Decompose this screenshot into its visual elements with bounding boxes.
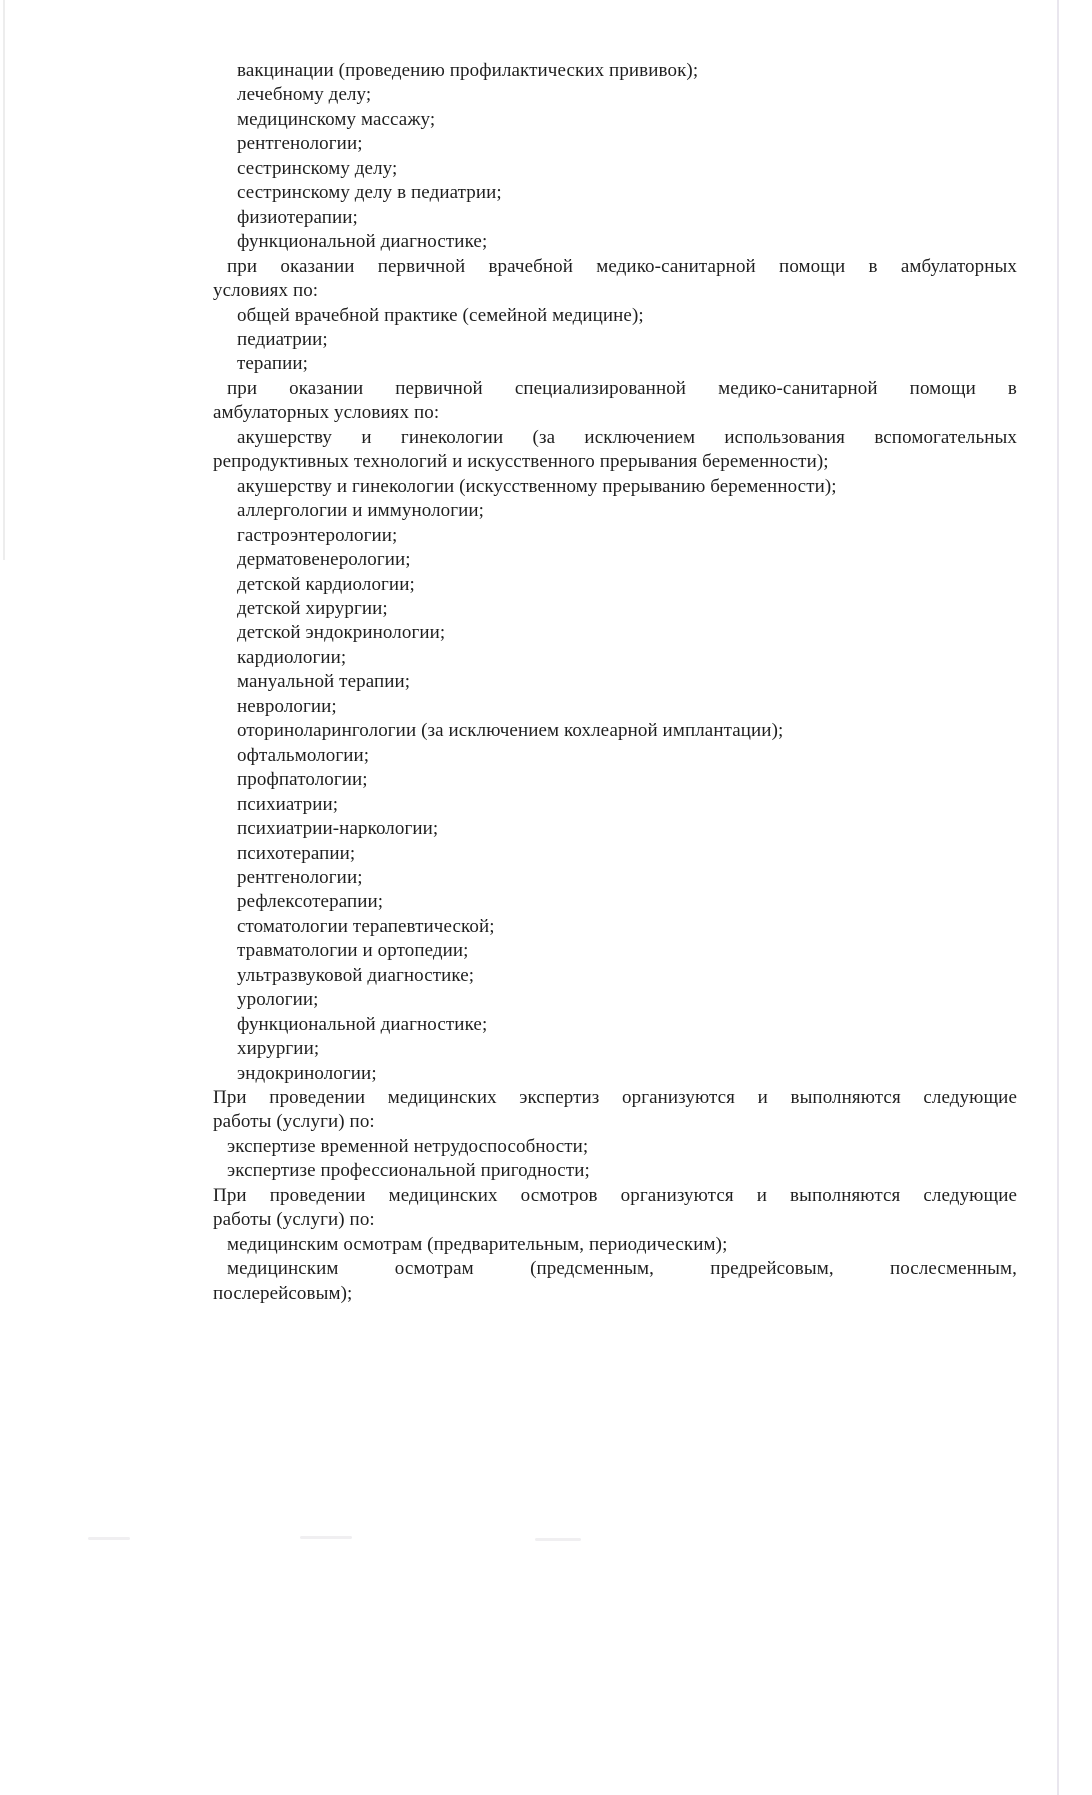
- text-line: репродуктивных технологий и искусственного прерывания беременности);: [213, 451, 829, 473]
- text-line: акушерству и гинекологии (за исключением использования вспомогательных: [237, 426, 1017, 448]
- text-line: физиотерапии;: [237, 206, 358, 228]
- text-line: сестринскому делу в педиатрии;: [237, 182, 502, 204]
- text-line: При проведении медицинских экспертиз организуются и выполняются следующие: [213, 1087, 1017, 1109]
- text-line: медицинским осмотрам (предсменным, предрейсовым, послесменным,: [227, 1258, 1017, 1280]
- text-line: мануальной терапии;: [237, 671, 411, 693]
- text-line: экспертизе профессиональной пригодности;: [227, 1160, 590, 1182]
- text-line: педиатрии;: [237, 328, 328, 350]
- text-line: психиатрии-наркологии;: [237, 818, 439, 840]
- scan-artifact: [300, 1536, 352, 1539]
- text-line: травматологии и ортопедии;: [237, 940, 469, 962]
- text-line: хирургии;: [237, 1038, 320, 1060]
- text-line: рентгенологии;: [237, 866, 363, 888]
- text-line: психотерапии;: [237, 842, 356, 864]
- text-line: детской хирургии;: [237, 597, 388, 619]
- text-line: стоматологии терапевтической;: [237, 915, 495, 937]
- text-line: лечебному делу;: [237, 84, 372, 106]
- text-line: функциональной диагностике;: [237, 231, 488, 253]
- text-line: терапии;: [237, 353, 309, 375]
- text-line: работы (услуги) по:: [213, 1111, 375, 1133]
- scan-left-edge-line: [3, 0, 5, 560]
- text-line: гастроэнтерологии;: [237, 524, 398, 546]
- scan-artifact: [88, 1537, 130, 1540]
- text-line: функциональной диагностике;: [237, 1013, 488, 1035]
- text-line: вакцинации (проведению профилактических прививок);: [237, 60, 699, 81]
- text-line: послерейсовым);: [213, 1282, 353, 1304]
- text-line: дерматовенерологии;: [237, 549, 411, 571]
- text-line: медицинским осмотрам (предварительным, периодическим);: [227, 1233, 728, 1255]
- scan-right-edge-line: [1057, 0, 1059, 1795]
- text-line: сестринскому делу;: [237, 157, 398, 179]
- text-line: детской кардиологии;: [237, 573, 415, 595]
- text-line: работы (услуги) по:: [213, 1209, 375, 1231]
- scan-artifact: [535, 1538, 581, 1541]
- text-line: профпатологии;: [237, 769, 368, 791]
- text-line: общей врачебной практике (семейной медицине);: [237, 304, 644, 326]
- text-line: при оказании первичной врачебной медико-санитарной помощи в амбулаторных: [227, 255, 1017, 277]
- text-line: офтальмологии;: [237, 744, 370, 766]
- license-works-list: [213, 59, 1017, 1306]
- text-line: акушерству и гинекологии (искусственному прерыванию беременности);: [237, 475, 837, 497]
- text-line: медицинскому массажу;: [237, 108, 436, 130]
- text-line: при оказании первичной специализированной медико-санитарной помощи в: [227, 377, 1017, 399]
- text-line: амбулаторных условиях по:: [213, 402, 440, 424]
- text-line: урологии;: [237, 989, 319, 1011]
- text-line: условиях по:: [213, 280, 319, 302]
- text-line: эндокринологии;: [237, 1062, 377, 1084]
- text-line: рефлексотерапии;: [237, 891, 384, 913]
- text-line: экспертизе временной нетрудоспособности;: [227, 1135, 589, 1157]
- text-line: кардиологии;: [237, 646, 347, 668]
- text-line: детской эндокринологии;: [237, 622, 446, 644]
- text-line: неврологии;: [237, 695, 337, 717]
- text-line: ультразвуковой диагностике;: [237, 964, 475, 986]
- text-line: психиатрии;: [237, 793, 339, 815]
- text-line: рентгенологии;: [237, 133, 363, 155]
- text-line: При проведении медицинских осмотров организуются и выполняются следующие: [213, 1184, 1017, 1206]
- text-line: оториноларингологии (за исключением кохлеарной имплантации);: [237, 720, 784, 742]
- text-line: аллергологии и иммунологии;: [237, 500, 485, 522]
